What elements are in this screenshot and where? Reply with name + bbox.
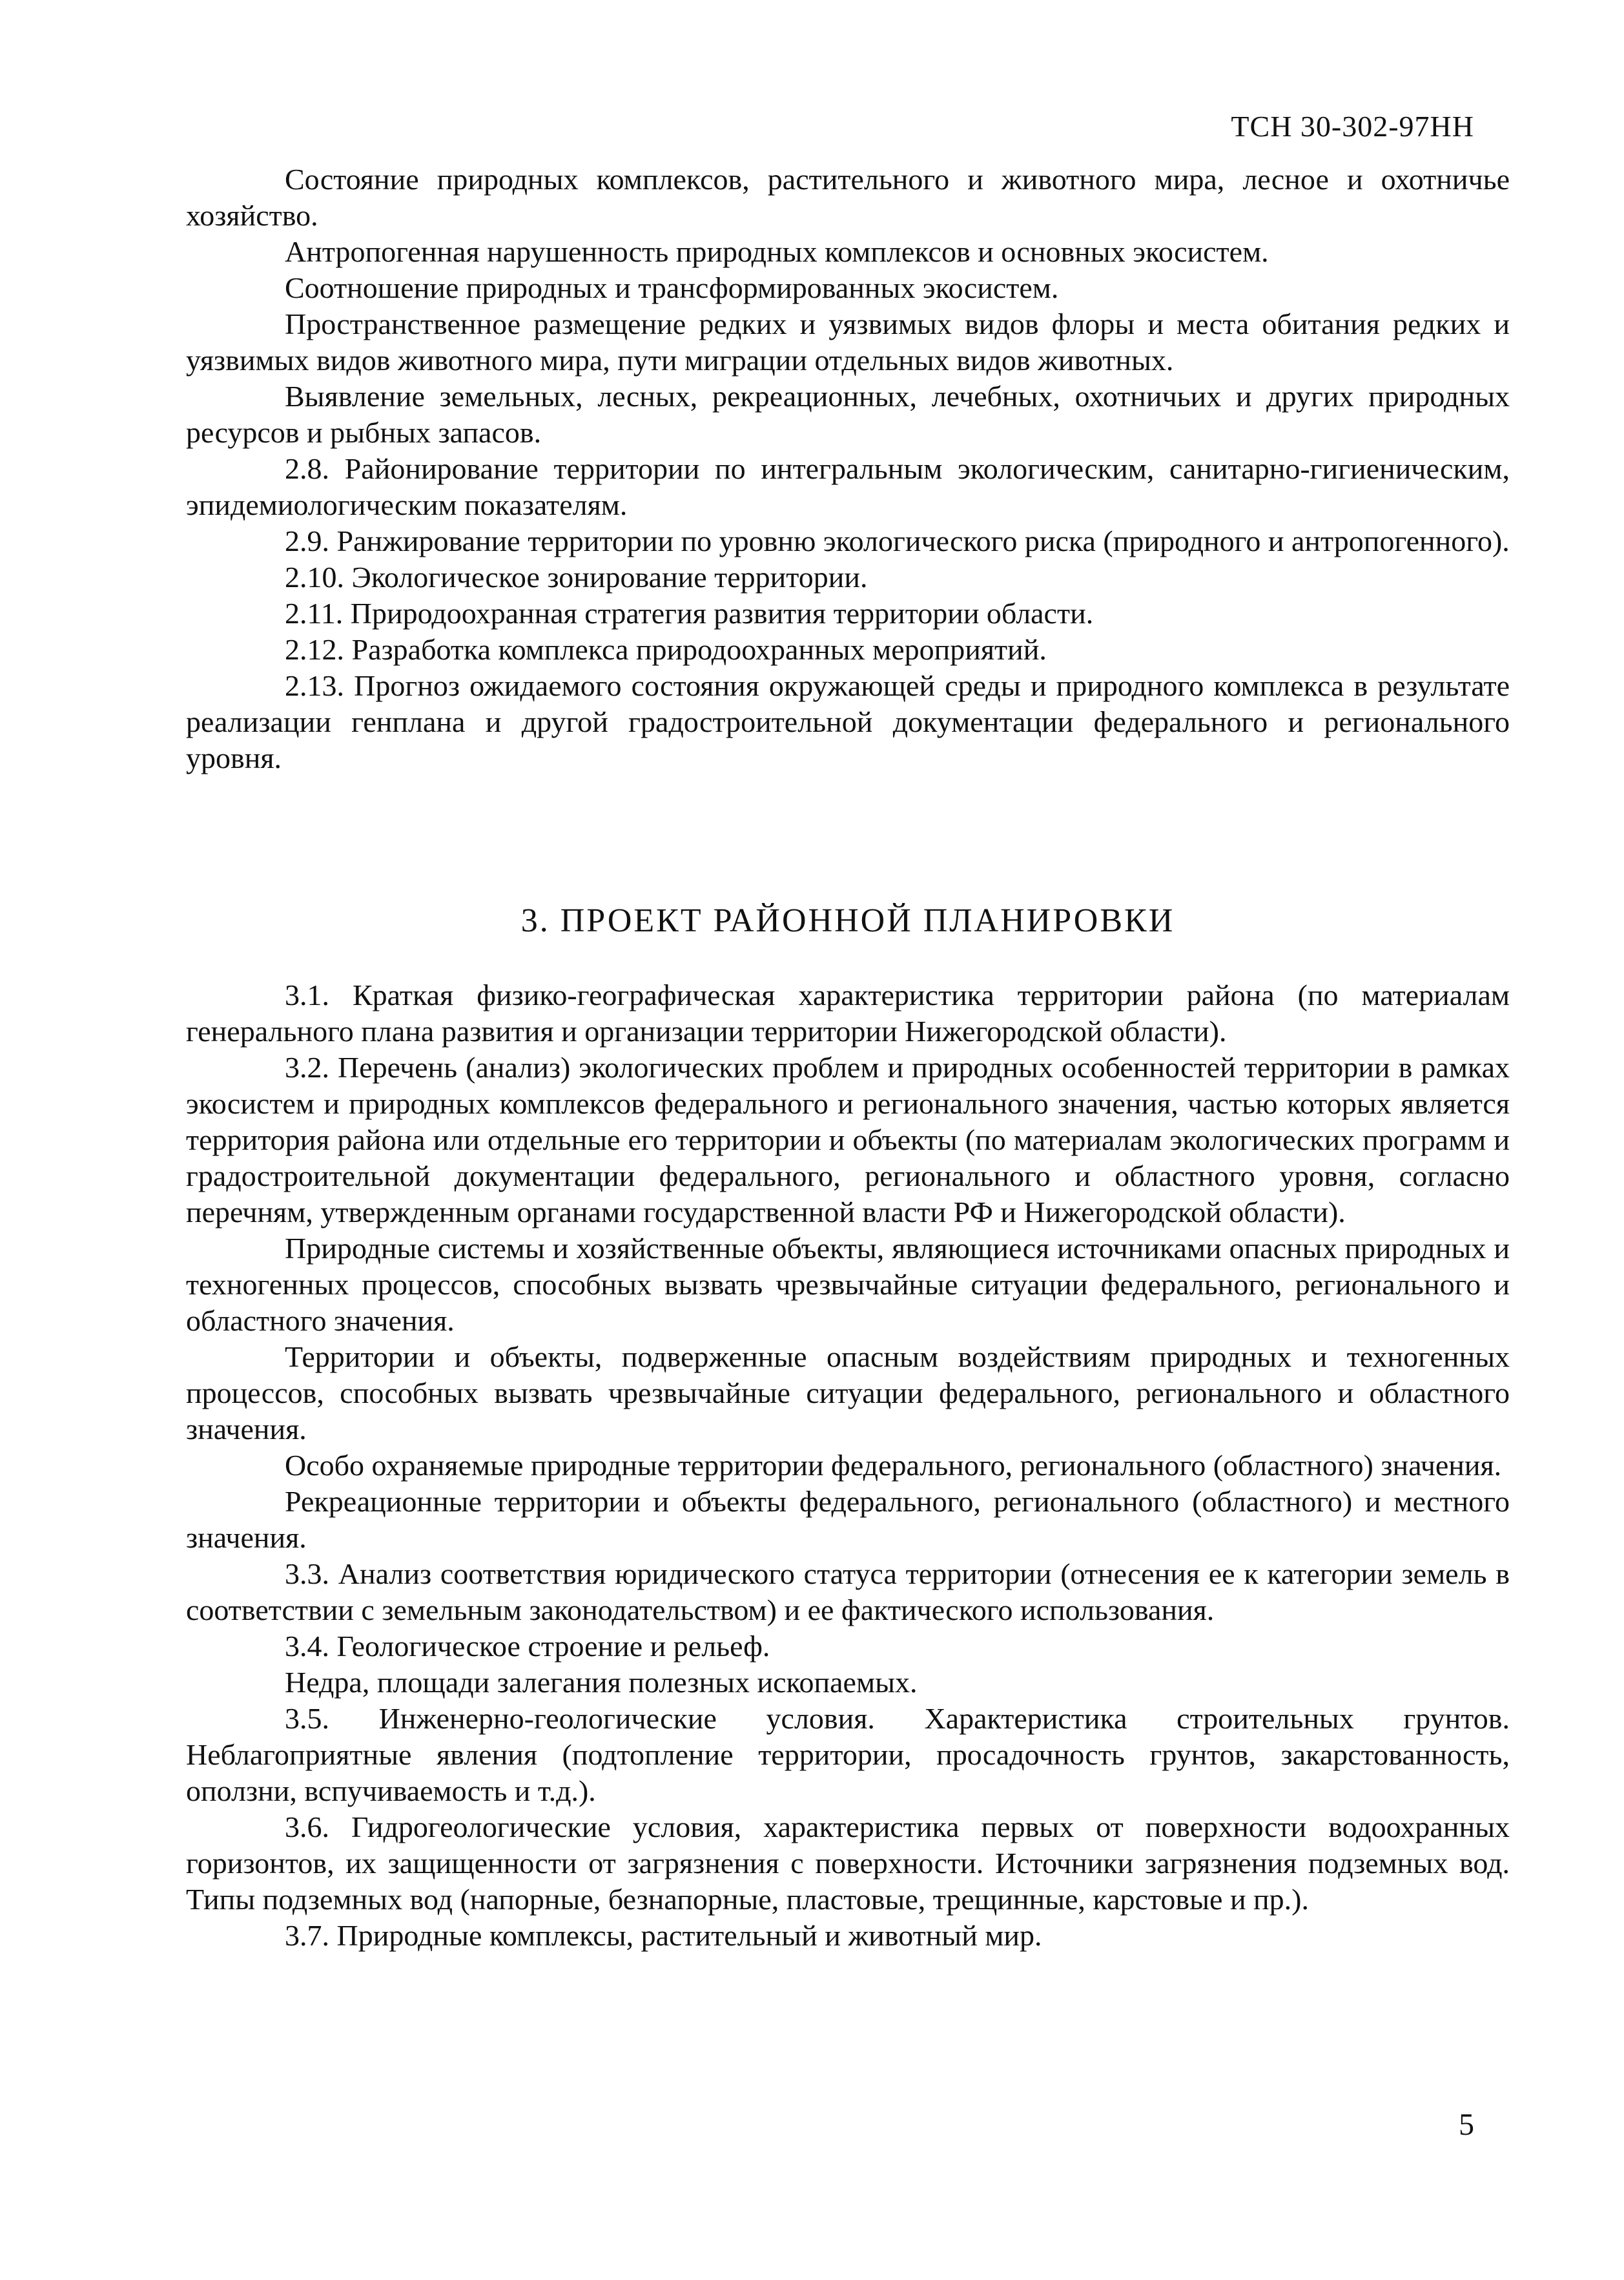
paragraph: 3.4. Геологическое строение и рельеф. [285, 1630, 770, 1663]
paragraph: Состояние природных комплексов, растительного и животного мира, лесное и охотничье хозяйство. [186, 163, 1510, 232]
paragraph: Пространственное размещение редких и уязвимых видов флоры и места обитания редких и уязвимых видов животного мира, пути миграции отдельных видов животных. [186, 307, 1510, 377]
paragraph: Недра, площади залегания полезных ископаемых. [285, 1666, 918, 1699]
paragraph: 3.1. Краткая физико-географическая характеристика территории района (по материалам генерального плана развития и организации территории Нижегородской области). [186, 979, 1510, 1048]
bottom-text-block [186, 977, 1510, 1954]
paragraph: Антропогенная нарушенность природных комплексов и основных экосистем. [285, 235, 1269, 268]
section-heading: 3. ПРОЕКТ РАЙОННОЙ ПЛАНИРОВКИ [520, 902, 1175, 939]
paragraph: Природные системы и хозяйственные объекты, являющиеся источниками опасных природных и техногенных процессов, способных вызвать чрезвычайные ситуации федерального, регионального и областного значения. [186, 1232, 1510, 1337]
paragraph: 3.2. Перечень (анализ) экологических проблем и природных особенностей территории в рамках экосистем и природных комплексов федерального и регионального значения, частью которых является территория района или отдельные его территории и объекты (по материалам экологических программ и градостроительной документации федерального, регионального и областного уровня, согласно перечням, утвержденным органами государственной власти РФ и Нижегородской области). [186, 1051, 1510, 1228]
paragraph: 2.10. Экологическое зонирование территории. [285, 561, 868, 594]
paragraph: 2.9. Ранжирование территории по уровню экологического риска (природного и антропогенного). [285, 524, 1510, 557]
paragraph: Соотношение природных и трансформированных экосистем. [285, 271, 1059, 304]
paragraph: 2.8. Районирование территории по интегральным экологическим, санитарно-гигиеническим, эпидемиологическим показателям. [186, 452, 1510, 521]
top-text-block [186, 161, 1510, 776]
paragraph: 3.3. Анализ соответствия юридического статуса территории (отнесения ее к категории земель в соответствии с земельным законодательством) и ее фактического использования. [186, 1557, 1510, 1626]
paragraph: Выявление земельных, лесных, рекреационных, лечебных, охотничьих и других природных ресурсов и рыбных запасов. [186, 380, 1510, 449]
paragraph: Особо охраняемые природные территории федерального, регионального (областного) значения. [285, 1449, 1502, 1482]
paragraph: 3.6. Гидрогеологические условия, характеристика первых от поверхности водоохранных горизонтов, их защищенности от загрязнения с поверхности. Источники загрязнения подземных вод. Типы подземных вод (напорные, безнапорные, пластовые, трещинные, карстовые и пр.). [186, 1810, 1510, 1916]
page-number: 5 [1459, 2108, 1474, 2142]
paragraph: 2.13. Прогноз ожидаемого состояния окружающей среды и природного комплекса в результате реализации генплана и другой градостроительной документации федерального и регионального уровня. [186, 669, 1510, 774]
paragraph: Рекреационные территории и объекты федерального, регионального (областного) и местного значения. [186, 1485, 1510, 1554]
paragraph: 2.12. Разработка комплекса природоохранных мероприятий. [285, 633, 1047, 666]
paragraph: 3.7. Природные комплексы, растительный и животный мир. [285, 1919, 1042, 1952]
paragraph: Территории и объекты, подверженные опасным воздействиям природных и техногенных процессов, способных вызвать чрезвычайные ситуации федерального, регионального и областного значения. [186, 1340, 1510, 1446]
paragraph: 2.11. Природоохранная стратегия развития территории области. [285, 597, 1094, 630]
paragraph: 3.5. Инженерно-геологические условия. Характеристика строительных грунтов. Неблагоприятные явления (подтопление территории, просадочность грунтов, закарстованность, оползни, вспучиваемость и т.д.). [186, 1702, 1510, 1807]
document-code: ТСН 30-302-97НН [1231, 110, 1474, 143]
